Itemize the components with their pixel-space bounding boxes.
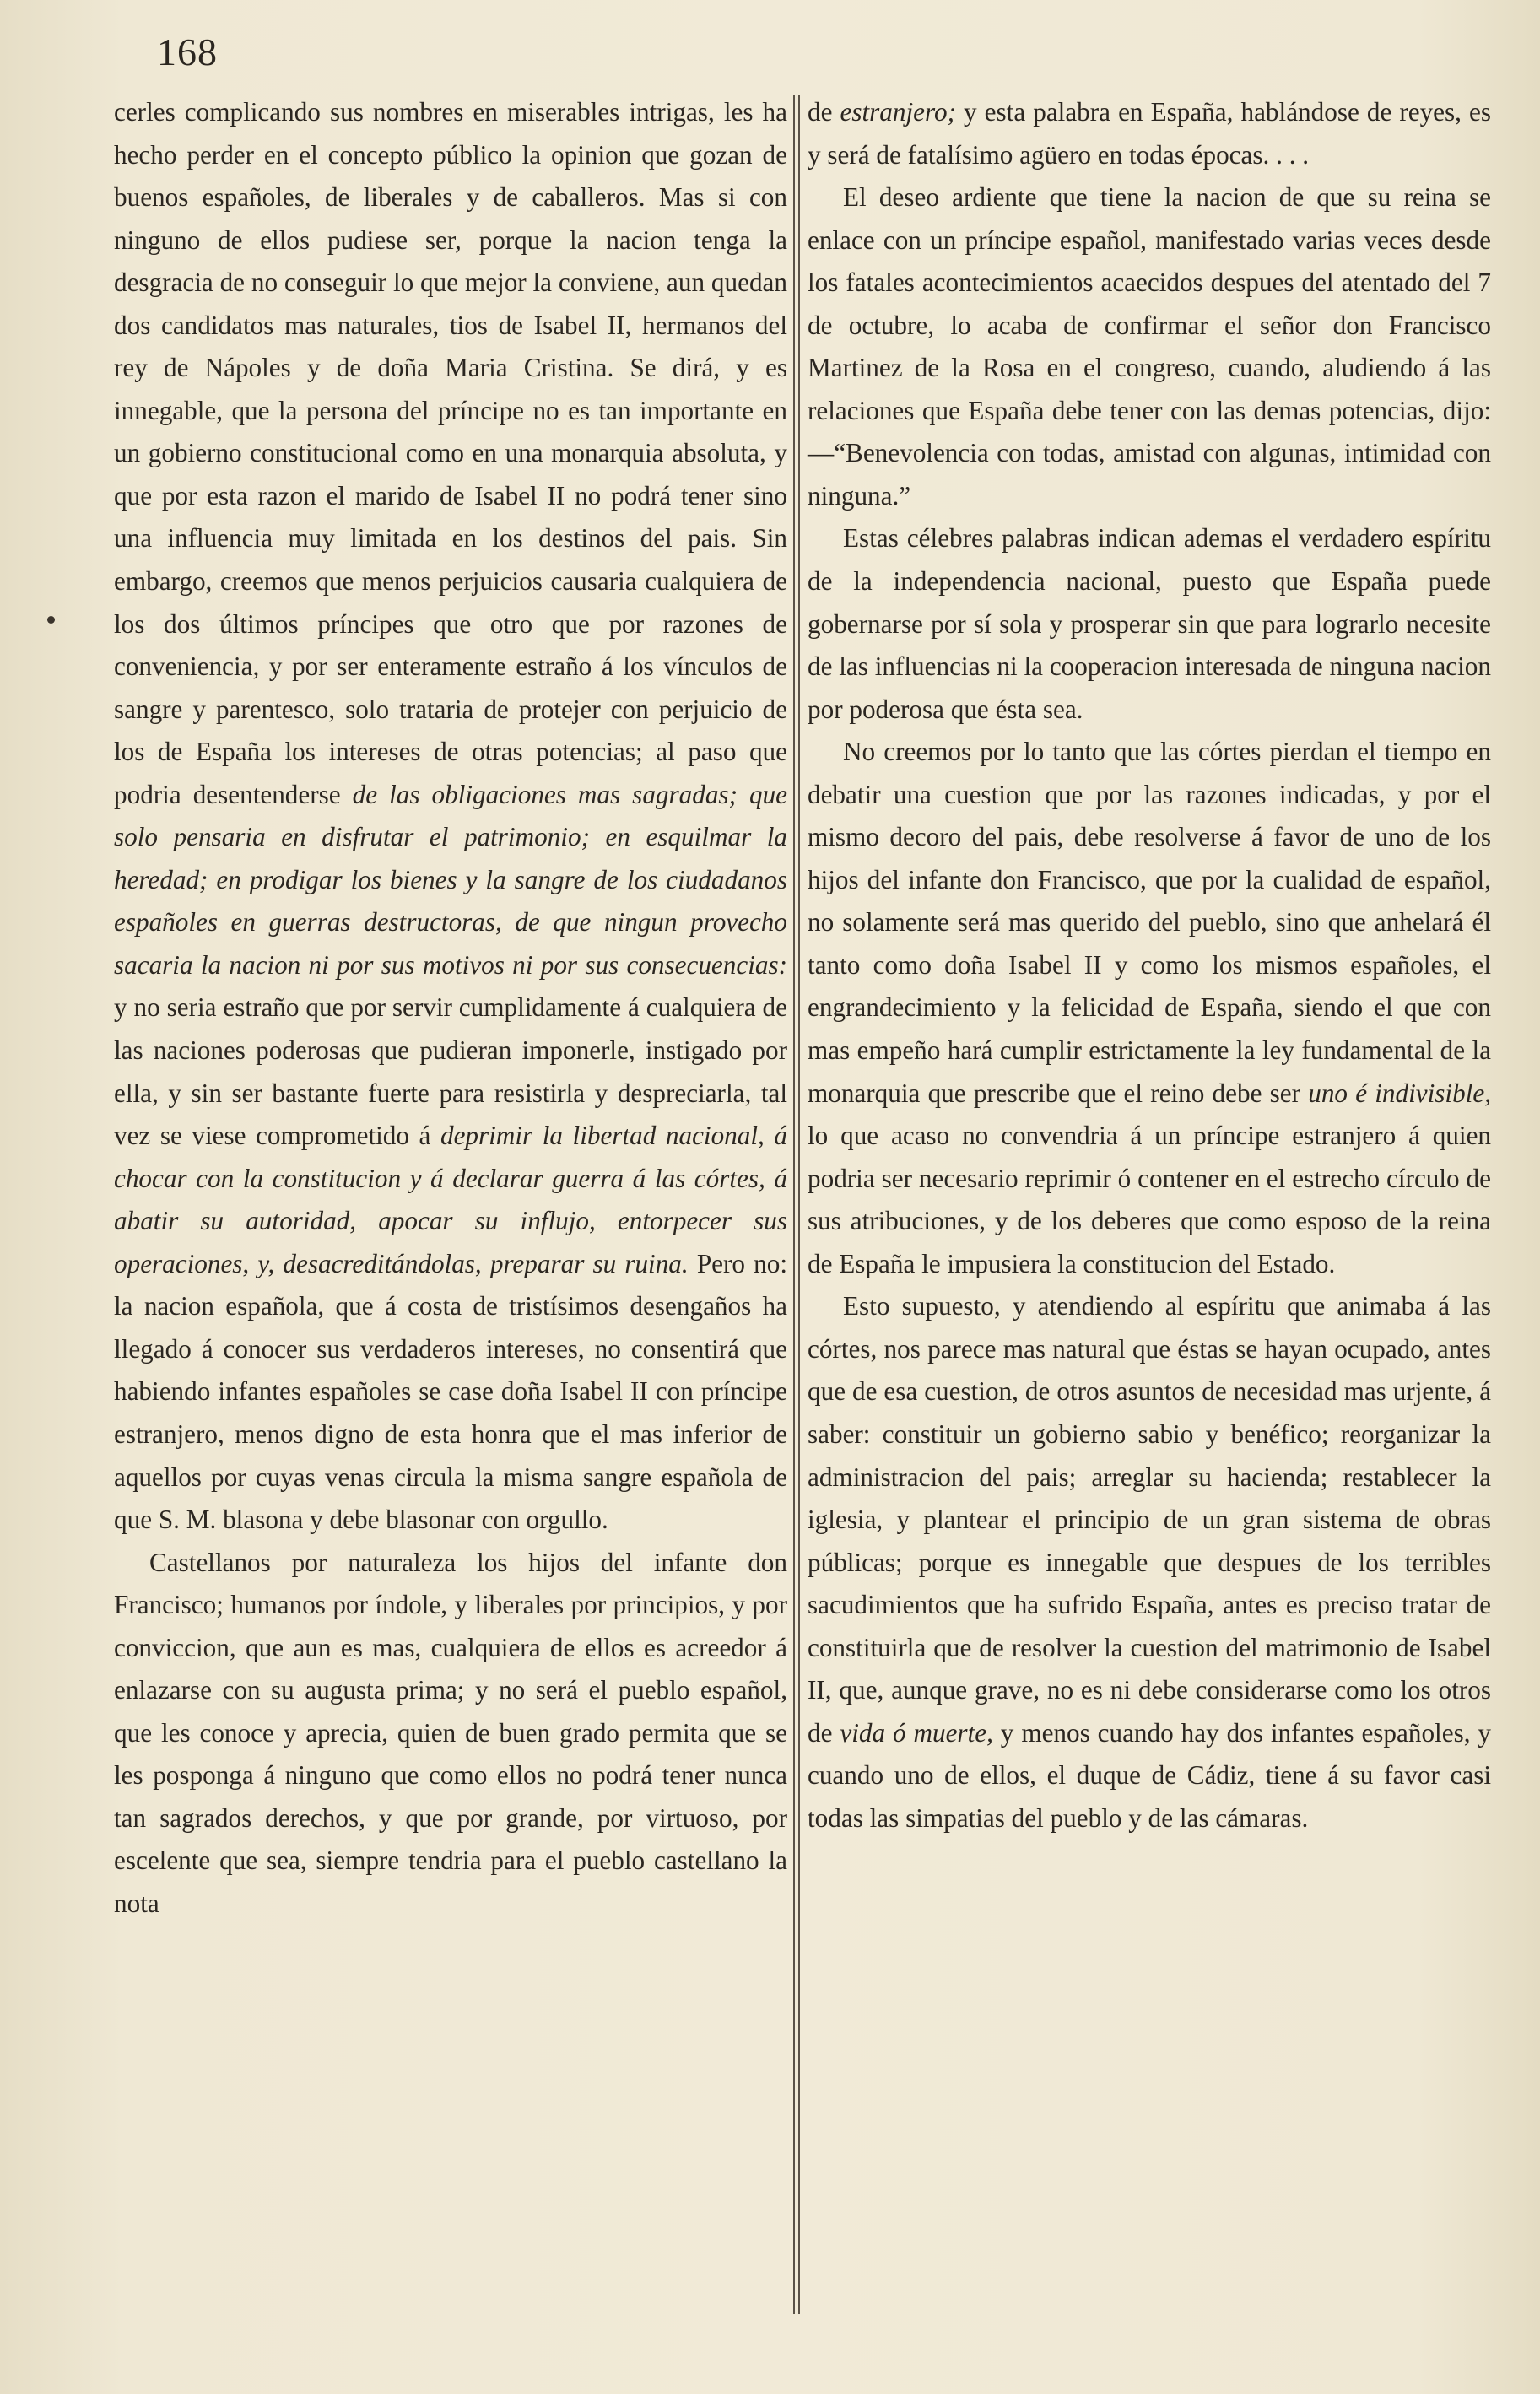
paragraph (808, 176, 1491, 517)
text-segment: Pero no: la nacion española, que á costa de tristísimos desengaños ha llegado á conocer sus verdaderos intereses, no consentirá que habiendo infantes españoles se case doña Isabel II con príncipe estranjero, menos digno de esta honra que el mas inferior de aquellos por cuyas venas circula la misma sangre española de que S. M. blasona y debe blasonar con orgullo. (114, 1248, 787, 1535)
text-segment: No creemos por lo tanto que las córtes pierdan el tiempo en debatir una cuestion que por las razones indicadas, y por el mismo decoro del pais, debe resolverse á favor de uno de los hijos del infante don Francisco, que por la cualidad de español, no solamente será mas querido del pueblo, sino que anhelará él tanto como doña Isabel II y como los mismos españoles, el engrandecimiento y la felicidad de España, siendo el que con mas empeño hará cumplir estrictamente la ley fundamental de la monarquia que prescribe que el reino debe ser (808, 737, 1491, 1108)
text-segment: y no seria estraño que por servir cumplidamente á cualquiera de las naciones poderosas que pudieran imponerle, instigado por ella, y sin ser bastante fuerte para resistirla y despreciarla, tal vez se viese comprometido á (114, 992, 787, 1151)
ink-speck (47, 616, 55, 624)
page-number: 168 (157, 30, 218, 73)
paragraph (114, 91, 787, 1542)
text-segment: cerles complicando sus nombres en miserables intrigas, les ha hecho perder en el concepto público la opinion que gozan de buenos españoles, de liberales y de caballeros. Mas si con ninguno de ellos pudiese ser, porque la nacion tenga la desgracia de no conseguir lo que mejor la conviene, aun quedan dos candidatos mas naturales, tios de Isabel II, hermanos del rey de Nápoles y de doña Maria Cristina. Se dirá, y es innegable, que la persona del príncipe no es tan importante en un gobierno constitucional como en una monarquia absoluta, y que por esta razon el marido de Isabel II no podrá tener sino una influencia muy limitada en los destinos del pais. Sin embargo, creemos que menos perjuicios causaria cualquiera de los dos últimos príncipes que otro que por razones de conveniencia, y por ser enteramente estraño á los vínculos de sangre y parentesco, solo trataria de protejer con perjuicio de los de España los intereses de otras potencias; al paso que podria desentenderse (114, 97, 787, 809)
italic-text-segment: estranjero; (840, 97, 956, 127)
column-divider-rule (793, 95, 795, 2314)
italic-text-segment: de las obligaciones mas sagradas; que solo pensaria en disfrutar el patrimonio; en esquilmar la heredad; en prodigar los bienes y la sangre de los ciudadanos españoles en guerras destructoras, de que ningun provecho sacaria la nacion ni por sus motivos ni por sus consecuencias: (114, 779, 788, 980)
italic-text-segment: deprimir la libertad nacional, á chocar con la constitucion y á declarar guerra á las córtes, á abatir su autoridad, apocar su influjo, entorpecer sus operaciones, y, desacreditándolas, preparar su ruina. (114, 1121, 787, 1278)
text-segment: Castellanos por naturaleza los hijos del infante don Francisco; humanos por índole, y liberales por principios, y por conviccion, que aun es mas, cualquiera de ellos es acreedor á enlazarse con su augusta prima; y no será el pueblo español, que les conoce y aprecia, quien de buen grado permita que se les posponga á ninguno que como ellos no podrá tener nunca tan sagrados derechos, y que por grande, por virtuoso, por escelente que sea, siempre tendria para el pueblo castellano la nota (114, 1547, 787, 1918)
italic-text-segment: vida ó muerte, (840, 1717, 993, 1748)
paragraph (808, 1285, 1491, 1840)
text-segment: lo que acaso no convendria á un príncipe estranjero á quien podria ser necesario reprimir ó contener en el estrecho círculo de sus atribuciones, y de los deberes que como esposo de la reina de España le impusiera la constitucion del Estado. (808, 1121, 1491, 1278)
text-segment: y menos cuando hay dos infantes españoles, y cuando uno de ellos, el duque de Cádiz, tiene á su favor casi todas las simpatias del pueblo y de las cámaras. (808, 1717, 1492, 1833)
right-text-column (808, 91, 1491, 1840)
column-divider-rule (798, 95, 800, 2314)
paragraph (808, 517, 1491, 731)
left-text-column (114, 91, 787, 1926)
paragraph (808, 731, 1491, 1285)
text-segment: y esta palabra en España, hablándose de reyes, es y será de fatalísimo agüero en todas épocas. . . . (808, 97, 1492, 170)
paragraph (808, 91, 1491, 176)
text-segment: El deseo ardiente que tiene la nacion de que su reina se enlace con un príncipe español, manifestado varias veces desde los fatales acontecimientos acaecidos despues del atentado del 7 de octubre, lo acaba de confirmar el señor don Francisco Martinez de la Rosa en el congreso, cuando, aludiendo á las relaciones que España debe tener con las demas potencias, dijo:—“Benevolencia con todas, amistad con algunas, intimidad con ninguna.” (808, 182, 1491, 511)
text-segment: Esto supuesto, y atendiendo al espíritu que animaba á las córtes, nos parece mas natural que éstas se hayan ocupado, antes que de esa cuestion, de otros asuntos de necesidad mas urjente, á saber: constituir un gobierno sabio y benéfico; reorganizar la administracion del pais; arreglar su hacienda; restablecer la iglesia, y plantear el principio de un gran sistema de obras públicas; porque es innegable que despues de los terribles sacudimientos que ha sufrido España, antes es preciso tratar de constituirla que de resolver la cuestion del matrimonio de Isabel II, que, aunque grave, no es ni debe considerarse como los otros de (808, 1291, 1491, 1748)
text-segment: Estas célebres palabras indican ademas el verdadero espíritu de la independencia nacional, puesto que España puede gobernarse por sí sola y prosperar sin que para lograrlo necesite de las influencias ni la cooperacion interesada de ninguna nacion por poderosa que ésta sea. (808, 523, 1491, 724)
text-segment: de (808, 97, 840, 127)
italic-text-segment: uno é indivisible, (1308, 1078, 1491, 1108)
paragraph (114, 1542, 787, 1926)
